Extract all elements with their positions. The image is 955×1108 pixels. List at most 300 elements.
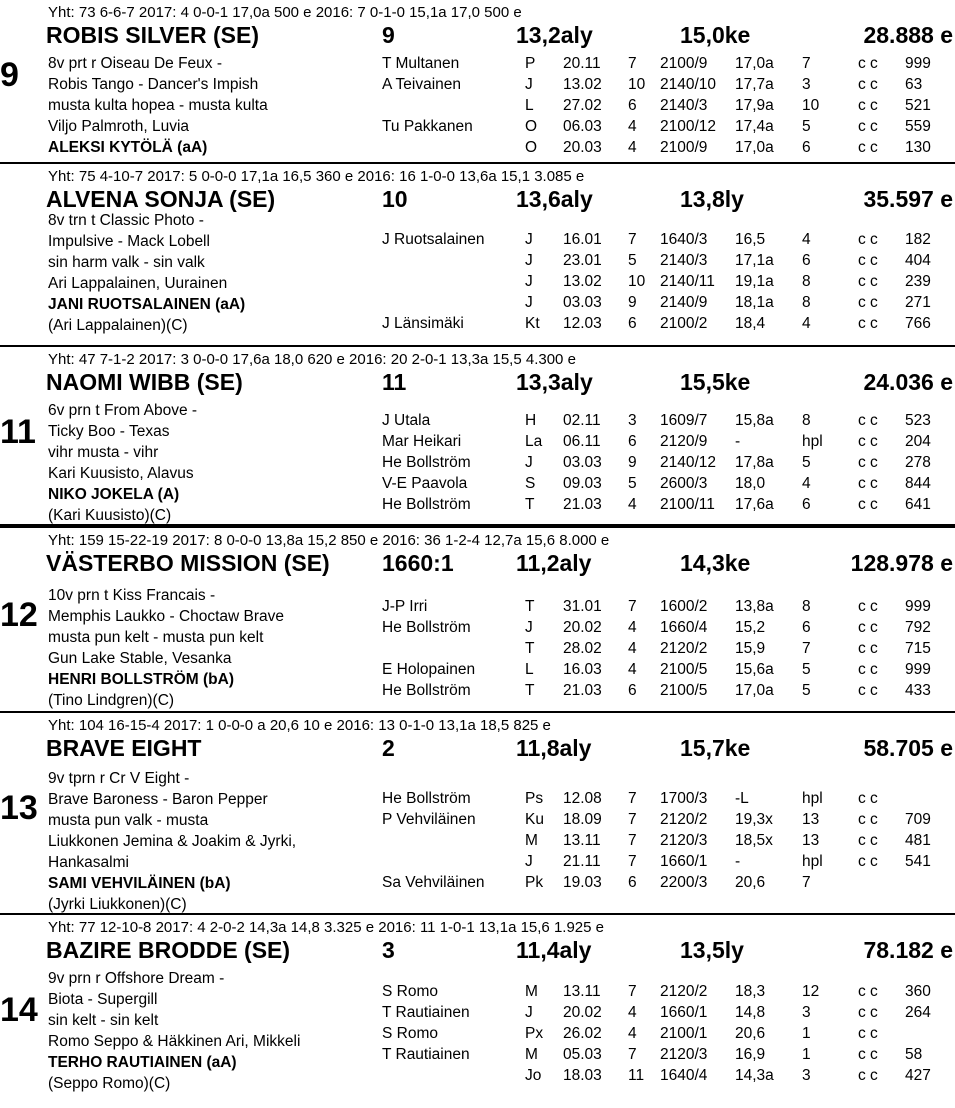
- start-post-position: 7: [628, 231, 637, 248]
- start-odds: 404: [905, 252, 931, 269]
- horse-info-line: Liukkonen Jemina & Joakim & Jyrki,: [48, 833, 297, 850]
- horse-info-line: 10v prn t Kiss Francais -: [48, 587, 216, 604]
- start-post-position: 9: [628, 454, 637, 471]
- start-row: [0, 253, 955, 271]
- start-driver: J Länsimäki: [382, 315, 464, 332]
- driver-name: JANI RUOTSALAINEN (aA): [48, 296, 246, 313]
- start-post-position: 6: [628, 97, 637, 114]
- horse-info-line: Robis Tango - Dancer's Impish: [48, 76, 259, 93]
- start-time: 16,5: [735, 231, 766, 248]
- start-time: 18,3: [735, 983, 766, 1000]
- start-track: M: [525, 983, 538, 1000]
- start-post-position: 4: [628, 118, 637, 135]
- start-row: [0, 295, 955, 313]
- start-post-position: 11: [628, 1067, 645, 1084]
- horse-entry: [0, 524, 955, 715]
- horse-info-line: Ari Lappalainen, Uurainen: [48, 275, 228, 292]
- start-driver: He Bollström: [382, 790, 471, 807]
- start-date: 06.11: [563, 433, 601, 450]
- start-time: 17,7a: [735, 76, 774, 93]
- start-driver: He Bollström: [382, 454, 471, 471]
- horse-name: VÄSTERBO MISSION (SE): [46, 550, 330, 576]
- start-distance: 1660/4: [660, 619, 708, 636]
- bib-number: 10: [382, 186, 408, 212]
- start-track: J: [525, 619, 533, 636]
- start-time: 17,0a: [735, 55, 774, 72]
- start-distance: 2100/5: [660, 661, 708, 678]
- start-distance: 2120/3: [660, 832, 708, 849]
- start-date: 03.03: [563, 454, 602, 471]
- total-earnings: 58.705 e: [863, 735, 953, 761]
- start-post-position: 6: [628, 682, 637, 699]
- horse-entry: [0, 162, 955, 347]
- start-placement: 4: [802, 475, 811, 492]
- start-track: M: [525, 832, 538, 849]
- driver-name: NIKO JOKELA (A): [48, 486, 180, 503]
- start-post-position: 7: [628, 983, 637, 1000]
- start-driver: He Bollström: [382, 682, 471, 699]
- start-track: Px: [525, 1025, 544, 1042]
- start-date: 27.02: [563, 97, 602, 114]
- horse-info-line: Viljo Palmroth, Luvia: [48, 118, 190, 135]
- start-track: M: [525, 1046, 538, 1063]
- start-placement: 8: [802, 294, 811, 311]
- horse-info-line: Gun Lake Stable, Vesanka: [48, 650, 232, 667]
- start-placement: 5: [802, 454, 811, 471]
- career-stats: Yht: 47 7-1-2 2017: 3 0-0-0 17,6a 18,0 620 e 2016: 20 2-0-1 13,3a 15,5 4.300 e: [48, 351, 576, 368]
- horse-info-line: musta pun valk - musta: [48, 812, 209, 829]
- start-shoes: c c: [858, 1025, 878, 1042]
- start-track: J: [525, 76, 533, 93]
- start-row: [0, 1005, 955, 1023]
- start-distance: 2600/3: [660, 475, 708, 492]
- horse-info-line: Impulsive - Mack Lobell: [48, 233, 210, 250]
- start-odds: 204: [905, 433, 931, 450]
- start-post-position: 5: [628, 475, 637, 492]
- start-placement: 6: [802, 619, 811, 636]
- start-track: T: [525, 598, 535, 615]
- start-driver: S Romo: [382, 983, 438, 1000]
- record-autostart: 11,4aly: [516, 937, 592, 963]
- start-track: L: [525, 97, 534, 114]
- horse-info-line: Biota - Supergill: [48, 991, 158, 1008]
- start-number: 11: [0, 413, 36, 451]
- start-post-position: 7: [628, 1046, 637, 1063]
- start-time: 18,1a: [735, 294, 774, 311]
- start-date: 31.01: [563, 598, 602, 615]
- start-shoes: c c: [858, 55, 878, 72]
- start-distance: 2100/11: [660, 496, 715, 513]
- start-time: 15,6a: [735, 661, 774, 678]
- horse-info-line: 9v tprn r Cr V Eight -: [48, 770, 190, 787]
- start-odds: 521: [905, 97, 931, 114]
- start-distance: 2120/3: [660, 1046, 708, 1063]
- start-time: 19,3x: [735, 811, 773, 828]
- start-distance: 2100/9: [660, 55, 708, 72]
- total-earnings: 28.888 e: [863, 22, 953, 48]
- start-date: 26.02: [563, 1025, 602, 1042]
- start-shoes: c c: [858, 231, 878, 248]
- start-distance: 2140/10: [660, 76, 717, 93]
- start-distance: 1660/1: [660, 853, 708, 870]
- start-date: 13.02: [563, 76, 602, 93]
- start-track: Pk: [525, 874, 544, 891]
- start-distance: 2200/3: [660, 874, 708, 891]
- start-date: 18.09: [563, 811, 602, 828]
- start-placement: 3: [802, 1004, 811, 1021]
- horse-info-line: 8v trn t Classic Photo -: [48, 212, 204, 229]
- horse-info-line: 6v prn t From Above -: [48, 402, 198, 419]
- start-driver: He Bollström: [382, 496, 471, 513]
- start-placement: hpl: [802, 790, 823, 807]
- start-track: Ps: [525, 790, 544, 807]
- horse-info-line: Ticky Boo - Texas: [48, 423, 170, 440]
- start-row: [0, 599, 955, 617]
- start-time: 17,4a: [735, 118, 774, 135]
- start-placement: 4: [802, 231, 811, 248]
- start-row: [0, 683, 955, 701]
- start-row: [0, 232, 955, 250]
- start-driver: V-E Paavola: [382, 475, 468, 492]
- start-distance: 2100/12: [660, 118, 717, 135]
- start-placement: 7: [802, 874, 811, 891]
- start-distance: 2100/9: [660, 139, 708, 156]
- total-earnings: 128.978 e: [850, 550, 953, 576]
- start-time: 20,6: [735, 1025, 766, 1042]
- start-post-position: 4: [628, 496, 637, 513]
- record-volt: 15,7ke: [680, 735, 751, 761]
- start-time: 17,0a: [735, 682, 774, 699]
- start-number: 12: [0, 596, 38, 634]
- record-volt: 13,5ly: [680, 937, 744, 963]
- bib-number: 9: [382, 22, 395, 48]
- horse-info-line: 9v prn r Offshore Dream -: [48, 970, 225, 987]
- start-row: [0, 620, 955, 638]
- start-driver: J-P Irri: [382, 598, 428, 615]
- start-distance: 2140/9: [660, 294, 708, 311]
- start-row: [0, 476, 955, 494]
- start-shoes: c c: [858, 252, 878, 269]
- start-placement: 6: [802, 252, 811, 269]
- start-row: [0, 316, 955, 334]
- start-odds: 844: [905, 475, 931, 492]
- start-odds: 239: [905, 273, 931, 290]
- start-shoes: c c: [858, 118, 878, 135]
- start-row: [0, 984, 955, 1002]
- horse-name: ROBIS SILVER (SE): [46, 22, 259, 48]
- start-track: H: [525, 412, 537, 429]
- horse-name: BAZIRE BRODDE (SE): [46, 937, 291, 963]
- driver-name: HENRI BOLLSTRÖM (bA): [48, 671, 234, 688]
- start-driver: S Romo: [382, 1025, 438, 1042]
- start-date: 21.03: [563, 682, 602, 699]
- start-distance: 2120/2: [660, 811, 708, 828]
- start-post-position: 5: [628, 252, 637, 269]
- start-shoes: c c: [858, 790, 878, 807]
- start-odds: 427: [905, 1067, 931, 1084]
- start-time: 13,8a: [735, 598, 774, 615]
- start-number: 13: [0, 789, 38, 827]
- start-time: -: [735, 853, 741, 870]
- start-post-position: 6: [628, 315, 637, 332]
- start-distance: 2100/1: [660, 1025, 708, 1042]
- start-distance: 1660/1: [660, 1004, 708, 1021]
- start-track: J: [525, 1004, 533, 1021]
- start-odds: 360: [905, 983, 931, 1000]
- start-row: [0, 140, 955, 158]
- start-placement: 7: [802, 55, 811, 72]
- start-driver: T Rautiainen: [382, 1004, 470, 1021]
- driver-name: ALEKSI KYTÖLÄ (aA): [48, 139, 208, 156]
- start-track: La: [525, 433, 543, 450]
- start-time: 18,4: [735, 315, 766, 332]
- start-date: 09.03: [563, 475, 602, 492]
- career-stats: Yht: 75 4-10-7 2017: 5 0-0-0 17,1a 16,5 360 e 2016: 16 1-0-0 13,6a 15,1 3.085 e: [48, 168, 585, 185]
- start-distance: 2140/3: [660, 252, 708, 269]
- start-time: -: [735, 433, 741, 450]
- start-row: [0, 413, 955, 431]
- start-shoes: c c: [858, 1046, 878, 1063]
- start-post-position: 4: [628, 1025, 637, 1042]
- start-time: 14,3a: [735, 1067, 774, 1084]
- start-track: Jo: [525, 1067, 542, 1084]
- start-placement: 10: [802, 97, 820, 114]
- record-autostart: 13,2aly: [516, 22, 593, 48]
- start-distance: 1640/4: [660, 1067, 708, 1084]
- start-distance: 2100/5: [660, 682, 708, 699]
- bib-number: 2: [382, 735, 395, 761]
- start-driver: A Teivainen: [382, 76, 461, 93]
- start-shoes: c c: [858, 682, 878, 699]
- career-stats: Yht: 77 12-10-8 2017: 4 2-0-2 14,3a 14,8 3.325 e 2016: 11 1-0-1 13,1a 15,6 1.925 e: [48, 919, 604, 936]
- horse-info-line: Hankasalmi: [48, 854, 129, 871]
- driver-name: SAMI VEHVILÄINEN (bA): [48, 875, 231, 892]
- start-number: 9: [0, 56, 19, 94]
- start-placement: 12: [802, 983, 820, 1000]
- start-placement: 1: [802, 1046, 811, 1063]
- start-post-position: 10: [628, 76, 646, 93]
- start-track: J: [525, 853, 533, 870]
- horse-info-line: sin kelt - sin kelt: [48, 1012, 159, 1029]
- start-date: 05.03: [563, 1046, 602, 1063]
- horse-info-line: musta pun kelt - musta pun kelt: [48, 629, 264, 646]
- start-placement: 13: [802, 811, 820, 828]
- record-volt: 15,0ke: [680, 22, 751, 48]
- start-track: J: [525, 273, 533, 290]
- start-post-position: 9: [628, 294, 637, 311]
- start-placement: 5: [802, 661, 811, 678]
- start-date: 16.01: [563, 231, 602, 248]
- start-shoes: c c: [858, 983, 878, 1000]
- start-time: 17,1a: [735, 252, 774, 269]
- start-date: 13.02: [563, 273, 602, 290]
- start-date: 28.02: [563, 640, 602, 657]
- start-date: 18.03: [563, 1067, 602, 1084]
- start-driver: He Bollström: [382, 619, 471, 636]
- start-post-position: 4: [628, 619, 637, 636]
- horse-info-line: (Ari Lappalainen)(C): [48, 317, 188, 334]
- start-post-position: 7: [628, 790, 637, 807]
- career-stats: Yht: 104 16-15-4 2017: 1 0-0-0 a 20,6 10 e 2016: 13 0-1-0 13,1a 18,5 825 e: [48, 717, 551, 734]
- start-shoes: c c: [858, 273, 878, 290]
- total-earnings: 78.182 e: [863, 937, 953, 963]
- record-volt: 14,3ke: [680, 550, 751, 576]
- start-shoes: c c: [858, 412, 878, 429]
- start-date: 20.11: [563, 55, 601, 72]
- start-time: -L: [735, 790, 749, 807]
- start-odds: 999: [905, 55, 931, 72]
- start-track: T: [525, 640, 535, 657]
- start-distance: 1640/3: [660, 231, 708, 248]
- start-shoes: c c: [858, 1067, 878, 1084]
- start-post-position: 4: [628, 640, 637, 657]
- start-shoes: c c: [858, 496, 878, 513]
- horse-info-line: vihr musta - vihr: [48, 444, 159, 461]
- start-distance: 1609/7: [660, 412, 708, 429]
- start-track: L: [525, 661, 534, 678]
- horse-info-line: Brave Baroness - Baron Pepper: [48, 791, 268, 808]
- horse-info-line: (Tino Lindgren)(C): [48, 692, 175, 709]
- start-track: O: [525, 118, 538, 135]
- start-placement: 7: [802, 640, 811, 657]
- start-track: S: [525, 475, 536, 492]
- horse-info-line: (Jyrki Liukkonen)(C): [48, 896, 187, 913]
- start-track: J: [525, 454, 533, 471]
- start-track: P: [525, 55, 536, 72]
- start-row: [0, 77, 955, 95]
- start-driver: Mar Heikari: [382, 433, 462, 450]
- horse-name: BRAVE EIGHT: [46, 735, 202, 761]
- start-driver: J Utala: [382, 412, 431, 429]
- start-date: 21.11: [563, 853, 601, 870]
- start-shoes: c c: [858, 294, 878, 311]
- start-odds: 264: [905, 1004, 931, 1021]
- start-odds: 278: [905, 454, 931, 471]
- start-driver: Tu Pakkanen: [382, 118, 473, 135]
- start-row: [0, 875, 955, 893]
- start-time: 17,9a: [735, 97, 774, 114]
- start-post-position: 7: [628, 853, 637, 870]
- start-post-position: 6: [628, 874, 637, 891]
- start-track: O: [525, 139, 538, 156]
- start-odds: 523: [905, 412, 931, 429]
- start-time: 18,5x: [735, 832, 773, 849]
- start-time: 15,2: [735, 619, 766, 636]
- start-placement: 6: [802, 139, 811, 156]
- start-time: 14,8: [735, 1004, 766, 1021]
- start-post-position: 6: [628, 433, 637, 450]
- start-distance: 2120/2: [660, 983, 708, 1000]
- start-driver: T Rautiainen: [382, 1046, 470, 1063]
- bib-number: 1660:1: [382, 550, 454, 576]
- driver-name: TERHO RAUTIAINEN (aA): [48, 1054, 237, 1071]
- start-number: 14: [0, 991, 38, 1029]
- start-post-position: 7: [628, 55, 637, 72]
- career-stats: Yht: 159 15-22-19 2017: 8 0-0-0 13,8a 15,2 850 e 2016: 36 1-2-4 12,7a 15,6 8.000 e: [48, 532, 610, 549]
- start-driver: Sa Vehviläinen: [382, 874, 485, 891]
- start-date: 23.01: [563, 252, 602, 269]
- start-track: T: [525, 496, 535, 513]
- start-time: 20,6: [735, 874, 766, 891]
- start-post-position: 4: [628, 1004, 637, 1021]
- start-distance: 2100/2: [660, 315, 708, 332]
- start-shoes: c c: [858, 475, 878, 492]
- start-shoes: c c: [858, 661, 878, 678]
- start-distance: 2140/3: [660, 97, 708, 114]
- start-odds: 63: [905, 76, 923, 93]
- start-shoes: c c: [858, 97, 878, 114]
- start-date: 02.11: [563, 412, 601, 429]
- start-row: [0, 1026, 955, 1044]
- start-row: [0, 812, 955, 830]
- start-placement: 5: [802, 682, 811, 699]
- start-date: 20.02: [563, 619, 602, 636]
- start-date: 12.08: [563, 790, 602, 807]
- start-distance: 2120/9: [660, 433, 708, 450]
- total-earnings: 24.036 e: [863, 369, 953, 395]
- start-date: 21.03: [563, 496, 602, 513]
- bib-number: 11: [382, 369, 407, 395]
- record-volt: 15,5ke: [680, 369, 751, 395]
- start-row: [0, 56, 955, 74]
- start-time: 17,0a: [735, 139, 774, 156]
- start-shoes: c c: [858, 76, 878, 93]
- start-placement: 4: [802, 315, 811, 332]
- total-earnings: 35.597 e: [863, 186, 953, 212]
- bib-number: 3: [382, 937, 395, 963]
- horse-info-line: Romo Seppo & Häkkinen Ari, Mikkeli: [48, 1033, 301, 1050]
- start-track: Ku: [525, 811, 544, 828]
- start-time: 19,1a: [735, 273, 774, 290]
- start-time: 15,9: [735, 640, 766, 657]
- start-shoes: c c: [858, 598, 878, 615]
- start-odds: 792: [905, 619, 931, 636]
- horse-info-line: (Kari Kuusisto)(C): [48, 507, 172, 524]
- start-placement: 8: [802, 273, 811, 290]
- start-post-position: 7: [628, 811, 637, 828]
- start-driver: J Ruotsalainen: [382, 231, 485, 248]
- start-post-position: 4: [628, 139, 637, 156]
- start-shoes: c c: [858, 619, 878, 636]
- start-post-position: 7: [628, 832, 637, 849]
- record-autostart: 11,8aly: [516, 735, 592, 761]
- start-placement: 8: [802, 598, 811, 615]
- start-distance: 2120/2: [660, 640, 708, 657]
- start-placement: 6: [802, 496, 811, 513]
- horse-info-line: 8v prt r Oiseau De Feux -: [48, 55, 223, 72]
- horse-entry: [0, 913, 955, 1108]
- start-placement: hpl: [802, 433, 823, 450]
- start-placement: 3: [802, 1067, 811, 1084]
- start-shoes: c c: [858, 454, 878, 471]
- start-odds: 130: [905, 139, 931, 156]
- start-placement: 3: [802, 76, 811, 93]
- start-post-position: 3: [628, 412, 637, 429]
- horse-entry: [0, 345, 955, 526]
- start-date: 16.03: [563, 661, 602, 678]
- start-shoes: c c: [858, 139, 878, 156]
- start-shoes: c c: [858, 315, 878, 332]
- start-row: [0, 641, 955, 659]
- start-post-position: 4: [628, 661, 637, 678]
- horse-name: NAOMI WIBB (SE): [46, 369, 243, 395]
- start-date: 13.11: [563, 983, 601, 1000]
- start-track: J: [525, 294, 533, 311]
- start-odds: 766: [905, 315, 931, 332]
- horse-entry: [0, 0, 955, 162]
- horse-info-line: musta kulta hopea - musta kulta: [48, 97, 268, 114]
- start-track: Kt: [525, 315, 540, 332]
